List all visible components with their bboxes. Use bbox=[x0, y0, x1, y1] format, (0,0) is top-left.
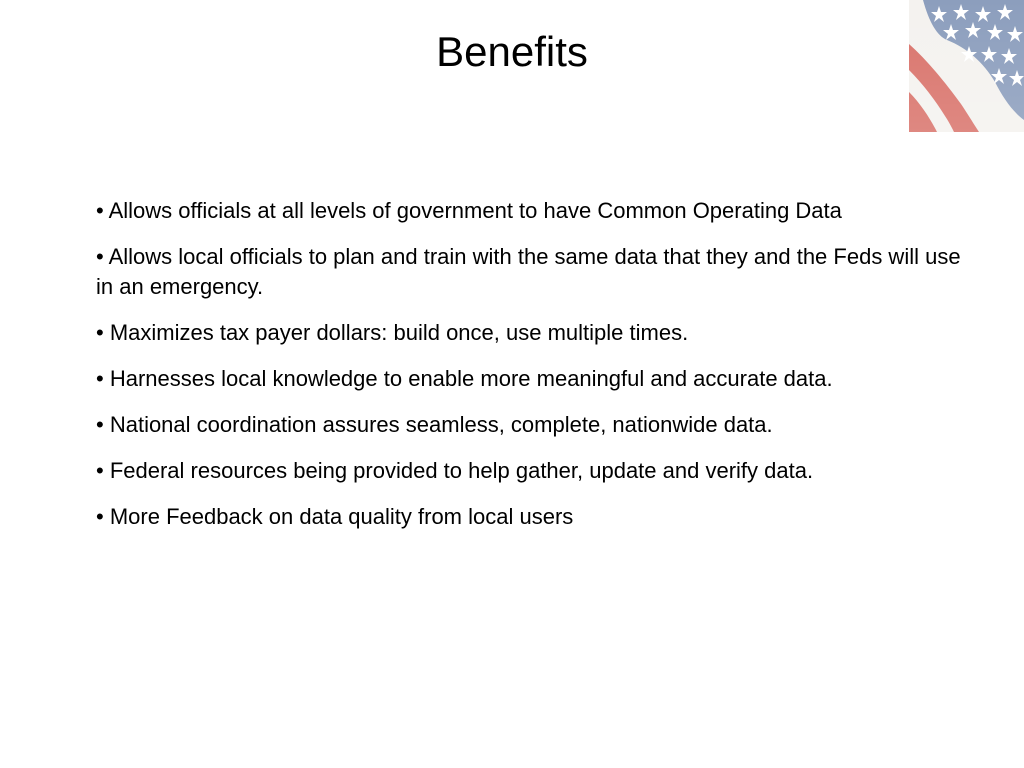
bullet-item-3 bbox=[96, 318, 964, 348]
bullet-glyph: • bbox=[96, 412, 104, 437]
bullet-item-4 bbox=[96, 364, 964, 394]
bullet-glyph: • bbox=[96, 198, 104, 223]
bullet-text: Federal resources being provided to help gather, update and verify data. bbox=[109, 458, 814, 483]
american-flag-icon bbox=[909, 0, 1024, 132]
slide-title: Benefits bbox=[436, 28, 588, 75]
bullet-glyph: • bbox=[96, 244, 104, 269]
bullet-item-5 bbox=[96, 410, 964, 440]
bullet-list bbox=[96, 196, 964, 548]
bullet-glyph: • bbox=[96, 458, 104, 483]
bullet-glyph: • bbox=[96, 366, 104, 391]
bullet-text: Maximizes tax payer dollars: build once, use multiple times. bbox=[109, 320, 689, 345]
bullet-glyph: • bbox=[96, 320, 104, 345]
bullet-item-7 bbox=[96, 502, 964, 532]
bullet-item-1 bbox=[96, 196, 964, 226]
bullet-text: National coordination assures seamless, complete, nationwide data. bbox=[109, 412, 773, 437]
bullet-text: Allows local officials to plan and train with the same data that they and the Feds will use in an emergency. bbox=[96, 244, 961, 299]
bullet-item-6 bbox=[96, 456, 964, 486]
bullet-text: More Feedback on data quality from local users bbox=[109, 504, 574, 529]
bullet-text: Allows officials at all levels of government to have Common Operating Data bbox=[108, 198, 842, 223]
bullet-glyph: • bbox=[96, 504, 104, 529]
bullet-text: Harnesses local knowledge to enable more meaningful and accurate data. bbox=[109, 366, 833, 391]
bullet-item-2 bbox=[96, 242, 964, 302]
